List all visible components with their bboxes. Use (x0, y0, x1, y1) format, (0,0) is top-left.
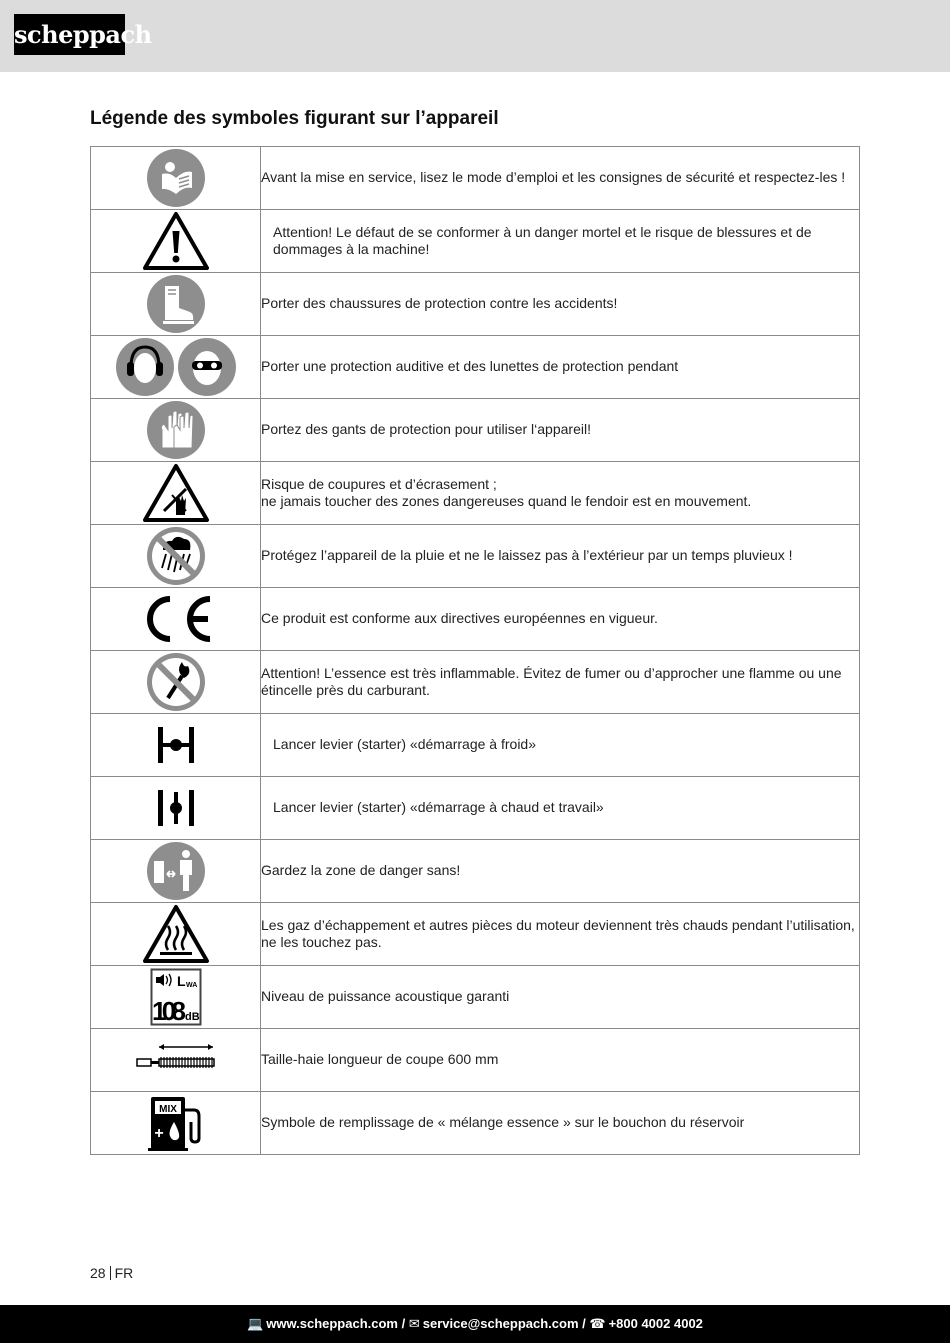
table-row (91, 588, 860, 651)
page-number-divider (110, 1266, 111, 1280)
table-row (91, 336, 860, 399)
table-row (91, 210, 860, 273)
legend-text: Avant la mise en service, lisez le mode d’emploi et les consignes de sécurité et respectez-les ! (261, 147, 860, 210)
table-row (91, 525, 860, 588)
legend-text: Risque de coupures et d’écrasement ; ne jamais toucher des zones dangereuses quand le fendoir est en mouvement. (261, 462, 860, 525)
sound-power-level-icon (150, 968, 202, 1026)
page-number-value: 28 (90, 1265, 106, 1281)
hot-surface-icon (142, 904, 210, 964)
phone-icon: ☎ (589, 1316, 606, 1331)
choke-cold-start-icon (156, 725, 196, 765)
footer-separator: / (398, 1316, 409, 1331)
legend-text: Taille-haie longueur de coupe 600 mm (261, 1029, 860, 1092)
sound-level-unit: dB (184, 1011, 200, 1023)
legend-text: Attention! L’essence est très inflammable. Évitez de fumer ou d’approcher une flamme ou une étincelle près du carburant. (261, 651, 860, 714)
legend-text: Niveau de puissance acoustique garanti (261, 966, 860, 1029)
page-footer (0, 1305, 950, 1343)
legend-text: Portez des gants de protection pour utiliser l‘appareil! (261, 399, 860, 462)
computer-icon: 💻 (247, 1316, 264, 1331)
table-row (91, 966, 860, 1029)
page-language: FR (114, 1265, 134, 1281)
cutting-hazard-icon (142, 463, 210, 523)
footer-separator: / (578, 1316, 590, 1331)
legend-text: Porter des chaussures de protection contre les accidents! (261, 273, 860, 336)
email-icon: ✉ (408, 1316, 420, 1331)
no-rain-icon (146, 526, 206, 586)
warning-exclamation-icon (142, 211, 210, 271)
page-title: Légende des symboles figurant sur l’appareil (90, 108, 499, 129)
table-row (91, 651, 860, 714)
safety-boots-icon (146, 274, 206, 334)
table-row (91, 462, 860, 525)
legend-text: Attention! Le défaut de se conformer à un danger mortel et le risque de blessures et de dommages à la machine! (261, 210, 860, 273)
fuel-mix-label: MIX (158, 1104, 177, 1115)
footer-phone-link[interactable]: +800 4002 4002 (608, 1316, 703, 1331)
legend-text: Gardez la zone de danger sans! (261, 840, 860, 903)
legend-text: Porter une protection auditive et des lunettes de protection pendant (261, 336, 860, 399)
safety-gloves-icon (146, 400, 206, 460)
table-row (91, 777, 860, 840)
legend-text: Lancer levier (starter) «démarrage à froid» (261, 714, 860, 777)
table-row (91, 273, 860, 336)
scheppach-logo: scheppach (14, 14, 125, 55)
table-row (91, 399, 860, 462)
table-row (91, 1092, 860, 1155)
sound-level-value: 108 (151, 996, 184, 1026)
table-row (91, 903, 860, 966)
footer-website-link[interactable]: www.scheppach.com (266, 1316, 398, 1331)
read-manual-icon (146, 148, 206, 208)
legend-text: Protégez l’appareil de la pluie et ne le laissez pas à l’extérieur par un temps pluvieux ! (261, 525, 860, 588)
table-row (91, 714, 860, 777)
legend-text: Ce produit est conforme aux directives européennes en vigueur. (261, 588, 860, 651)
sound-lwa-label: L (176, 973, 186, 989)
page-header (0, 0, 950, 72)
legend-text: Les gaz d’échappement et autres pièces du moteur deviennent très chauds pendant l’utilisation, ne les touchez pas. (261, 903, 860, 966)
sound-lwa-subscript: WA (185, 982, 197, 989)
no-smoking-flame-icon (146, 652, 206, 712)
fuel-plus-label: + (153, 1125, 164, 1142)
page-number (90, 1265, 133, 1281)
ce-mark-icon (136, 589, 216, 649)
table-row (91, 147, 860, 210)
legend-text: Symbole de remplissage de « mélange essence » sur le bouchon du réservoir (261, 1092, 860, 1155)
keep-distance-icon (146, 841, 206, 901)
ear-and-eye-protection-icon (115, 337, 237, 397)
table-row (91, 1029, 860, 1092)
symbol-legend-table (90, 146, 860, 1155)
footer-email-link[interactable]: service@scheppach.com (422, 1316, 579, 1331)
fuel-mix-icon (144, 1094, 208, 1152)
cutting-length-icon (135, 1042, 217, 1078)
choke-warm-start-icon (156, 788, 196, 828)
table-row (91, 840, 860, 903)
legend-text: Lancer levier (starter) «démarrage à chaud et travail» (261, 777, 860, 840)
